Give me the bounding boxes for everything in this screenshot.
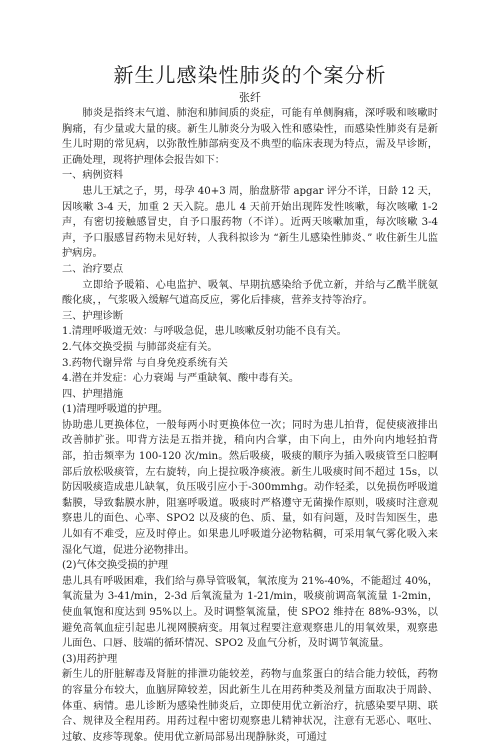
subsection-heading-airway: (1)清理呼吸道的护理。 [62, 404, 169, 416]
treatment-paragraph: 立即给予暖箱、心电监护、吸氧、早期抗感染给予优立新，并给与乙酰半胱氨酸化痰，，气浆吸入缓解气道高反应，雾化后排痰，营养支持等治疗。 [62, 279, 438, 307]
document-title: 新生儿感染性肺炎的个案分析 [113, 63, 387, 87]
subsection-heading-gas-exchange: (2)气体交换受损的护理 [62, 560, 169, 572]
diagnosis-item: 3.药物代谢异常 与自身免疫系统有关 [62, 357, 228, 369]
document-author: 张纤 [239, 91, 261, 104]
diagnosis-item: 1.清理呼吸道无效：与呼吸急促，患儿咳嗽反射功能不良有关。 [62, 326, 347, 338]
gas-exchange-paragraph: 患儿具有呼吸困难，我们给与鼻导管吸氧，氧浓度为 21%-40%，不能超过 40%，氧流量为 3-41/min，2-3d 后氧流量为 1-21/min，吸痰前调高氧流量 1-2min，使血氧饱和度达到 95%以上。及时调整氧流量，使 SPO2 维持在 88%-93%，以避免高氧血症引起患儿视网膜病变。用氧过程要注意观察患儿的用氧效果，观察患儿面色、口唇、肢端的循环情况、SPO2 及血气分析，及时调节氧流量。 [62, 575, 438, 650]
section-heading-diagnosis: 三、护理诊断 [62, 310, 124, 322]
section-heading-nursing: 四、护理措施 [62, 388, 124, 400]
section-heading-treatment: 二、治疗要点 [62, 263, 124, 275]
section-heading-case: 一、病例资料 [62, 170, 124, 182]
diagnosis-item: 2.气体交换受损 与肺部炎症有关。 [62, 341, 218, 353]
case-paragraph: 患儿王斌之子，男，母孕 40+3 周，胎盘脐带 apgar 评分不详，日龄 12 天，因咳嗽 3-4 天，加重 2 天入院。患儿 4 天前开始出现阵发性咳嗽，每次咳嗽 1-2 声，有密切接触感冒史，自予口服药物（不详）。近两天咳嗽加重，每次咳嗽 3-4 声，予口服感冒药物未见好转，人我科拟诊为 “新生儿感染性肺炎、” 收住新生儿监护病房。 [62, 185, 438, 260]
intro-paragraph: 肺炎是指终末气道、肺泡和肺间质的炎症，可能有单侧胸痛，深呼吸和咳嗽时胸痛，有少量或大量的痰。新生儿肺炎分为吸入性和感染性，而感染性肺炎有是新生儿时期的常见病，以弥散性肺部病变及不典型的临床表现为特点，需及早诊断，正确处理，现将护理体会报告如下： [62, 108, 438, 166]
medication-paragraph: 新生儿的肝脏解毒及肾脏的排泄功能较差，药物与血浆蛋白的结合能力较低，药物的容量分布较大，血脑屏障较差，因此新生儿在用药种类及剂量方面取决于周龄、体重、病情。患儿诊断为感染性肺炎后，立即使用优立新治疗，抗感染要早期、联合、规律及全程用药。用药过程中密切观察患儿精神状况，注意有无恶心、呕吐、过敏、皮疹等现象。使用优立新局部易出现静脉炎，可通过 [62, 669, 438, 743]
diagnosis-item: 4.潜在并发症：心力衰竭 与严重缺氧、酸中毒有关。 [62, 373, 300, 385]
airway-paragraph: 协助患儿更换体位，一般每两小时更换体位一次；同时为患儿拍背，促使痰液排出改善肺扩张。叩背方法是五指并拢，稍向内合掌，由下向上，由外向内地轻拍背部，拍击频率为 100-120 次/min。然后吸痰，吸痰的顺序为插入吸痰管至口腔啊部后放松吸痰管，左右旋转，向上提拉吸净痰液。新生儿吸痰时间不超过 15s，以防因吸痰造成患儿缺氧，负压吸引应小于-300mmhg。动作轻柔，以免损伤呼吸道黏膜，导致黏膜水肿，阻塞呼吸道。吸痰时严格遵守无菌操作原则，吸痰时注意观察患儿的面色、心率、SPO2 以及痰的色、质、量，如有问题，及时告知医生，患儿如有不难受，应及时停止。如果患儿呼吸道分泌物粘稠，可采用氧气雾化吸入来湿化气道，促进分泌物排出。 [62, 419, 438, 556]
subsection-heading-medication: (3)用药护理 [62, 653, 118, 665]
